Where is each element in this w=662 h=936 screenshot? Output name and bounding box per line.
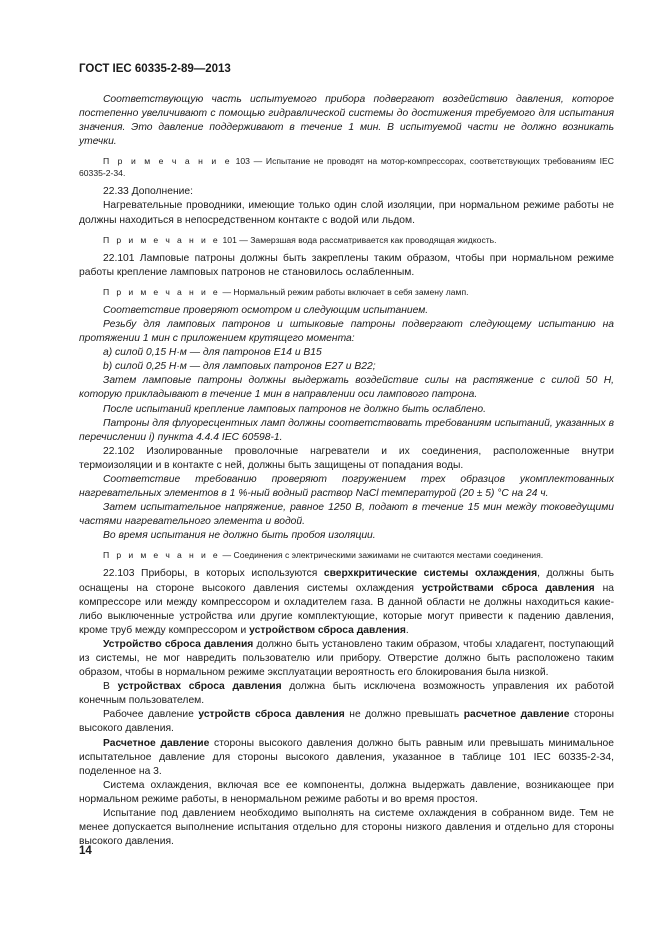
note-text: 101 — Замерзшая вода рассматривается как проводящая жидкость.: [222, 234, 497, 245]
paragraph-user-control: В устройствах сброса давления должна быть исключена возможность управления их работой конечным пользователем.: [79, 681, 614, 707]
paragraph-no-breakdown: Во время испытания не должно быть пробоя изоляции.: [103, 530, 376, 542]
note-text: — Нормальный режим работы включает в себя замену ламп.: [222, 286, 469, 297]
paragraph-design-pressure: Расчетное давление стороны высокого давления должно быть равным или превышать минимальное испытательное давление для стороны высокого давления, указанное в таблице 101 IEC 60335-2-34, поделенное на 3.: [79, 737, 614, 777]
note-connections: [79, 549, 614, 561]
note-101: [79, 234, 614, 246]
paragraph-immersion-test: Соответствие требованию проверяют погружением трех образцов укомплектованных нагревательных элементов в 1 %-ный водный раствор NaCl температурой (20 ± 5) °С на 24 ч.: [79, 473, 614, 500]
note-label: П р и м е ч а н и е: [103, 286, 221, 297]
paragraph-working-pressure: Рабочее давление устройств сброса давления не должно превышать расчетное давление стороны высокого давления.: [79, 709, 614, 735]
list-item-a: a) силой 0,15 Н·м — для патронов Е14 и В15: [103, 347, 322, 359]
paragraph-pressure-test: Соответствующую часть испытуемого прибора подвергают воздействию давления, которое постепенно увеличивают с помощью гидравлической системы до достижения требуемого для испытания значения. Это давление поддерживают в течение 1 мин. В испытуемой части не должно возникать утечки.: [79, 94, 614, 148]
paragraph-assembled-test: Испытание под давлением необходимо выполнять на системе охлаждения в собранном виде. Тем не менее допускается выполнение испытания отдельно для стороны низкого давления и отдельно для стороны высокого давления.: [79, 808, 614, 848]
term-design-pressure: Расчетное давление: [103, 737, 210, 749]
paragraph-tension-test: Затем ламповые патроны должны выдержать воздействие силы на растяжение с силой 50 Н, которую прикладывают в течение 1 мин в направлении оси лампового патрона.: [79, 375, 614, 401]
paragraph-voltage-test: Затем испытательное напряжение, равное 1250 В, подают в течение 15 мин между токоведущими частями нагревательного элемента и водой.: [79, 502, 614, 528]
note-lamp-replacement: [79, 286, 614, 298]
clause-22-102: 22.102 Изолированные проволочные нагреватели и их соединения, расположенные внутри термоизоляции и в контакте с ней, должны быть защищены от попадания воды.: [79, 445, 614, 471]
term-transcritical-systems: сверхкритические системы охлаждения: [323, 568, 538, 580]
paragraph-heating-conductors: Нагревательные проводники, имеющие только один слой изоляции, при нормальном режиме работы не должны находиться в непосредственном контакте с водой или льдом.: [79, 200, 614, 226]
note-label: П р и м е ч а н и е: [103, 550, 221, 561]
note-label: П р и м е ч а н и е: [103, 156, 232, 167]
term-pressure-relief-devices: устройствах сброса давления: [117, 681, 282, 693]
clause-22-101: 22.101 Ламповые патроны должны быть закреплены таким образом, чтобы при нормальном режиме работы крепление ламповых патронов не становилось ослабленным.: [79, 252, 614, 278]
note-103: [79, 155, 614, 179]
paragraph-compliance-check: Соответствие проверяют осмотром и следующим испытанием.: [103, 304, 429, 316]
term-pressure-relief-device: Устройство сброса давления: [103, 638, 254, 650]
note-text: — Соединения с электрическими зажимами не считаются местами соединения.: [222, 550, 544, 561]
paragraph-fluorescent-holders: Патроны для флуоресцентных ламп должны соответствовать требованиям испытаний, указанных в перечислении i) пункта 4.4.4 IEC 60598-1.: [79, 417, 614, 443]
term-pressure-relief-devices: устройствами сброса давления: [421, 582, 595, 594]
paragraph-relief-device-installation: Устройство сброса давления должно быть установлено таким образом, чтобы хладагент, поступающий из системы, не мог навредить пользователю или прибору. Отверстие должно быть расположено таким образом, чтобы в нормальном режиме эксплуатации вероятность его блокирования была низкой.: [79, 638, 615, 679]
clause-22-103: 22.103 Приборы, в которых используются сверхкритические системы охлаждения, должны быть оснащены на стороне высокого давления системы охлаждения устройствами сброса давления на компрессоре или между компрессором и охладителем газа. В данной области не должны находиться какие-либо выключенные устройства или другие комплектующие, которые могут привести к падению давления, кроме труб между компрессором и устройством сброса давления.: [79, 568, 614, 636]
term-design-pressure: расчетное давление: [463, 709, 570, 721]
page-number: 14: [79, 845, 92, 857]
note-text: 103 — Испытание не проводят на мотор-компрессорах, соответствующих требованиям IEC 60335-2-34.: [79, 156, 614, 179]
clause-22-33: 22.33 Дополнение:: [103, 186, 193, 198]
list-item-b: b) силой 0,25 Н·м — для ламповых патронов Е27 и В22;: [103, 361, 376, 373]
term-pressure-relief-devices: устройств сброса давления: [198, 709, 345, 721]
note-label: П р и м е ч а н и е: [103, 234, 221, 245]
paragraph-torque-test: Резьбу для ламповых патронов и штыковые патроны подвергают следующему испытанию на протяжении 1 мин с приложением крутящего момента:: [79, 318, 614, 345]
document-header: ГОСТ IEC 60335-2-89—2013: [79, 63, 231, 75]
term-pressure-relief-device: устройством сброса давления: [249, 624, 406, 636]
document-page: [79, 62, 614, 849]
paragraph-system-pressure: Система охлаждения, включая все ее компоненты, должна выдержать давление, возникающее при нормальном режиме работы, в ненормальном режиме работы и во время простоя.: [79, 779, 614, 805]
paragraph-after-test: После испытаний крепление ламповых патронов не должно быть ослаблено.: [103, 403, 486, 415]
